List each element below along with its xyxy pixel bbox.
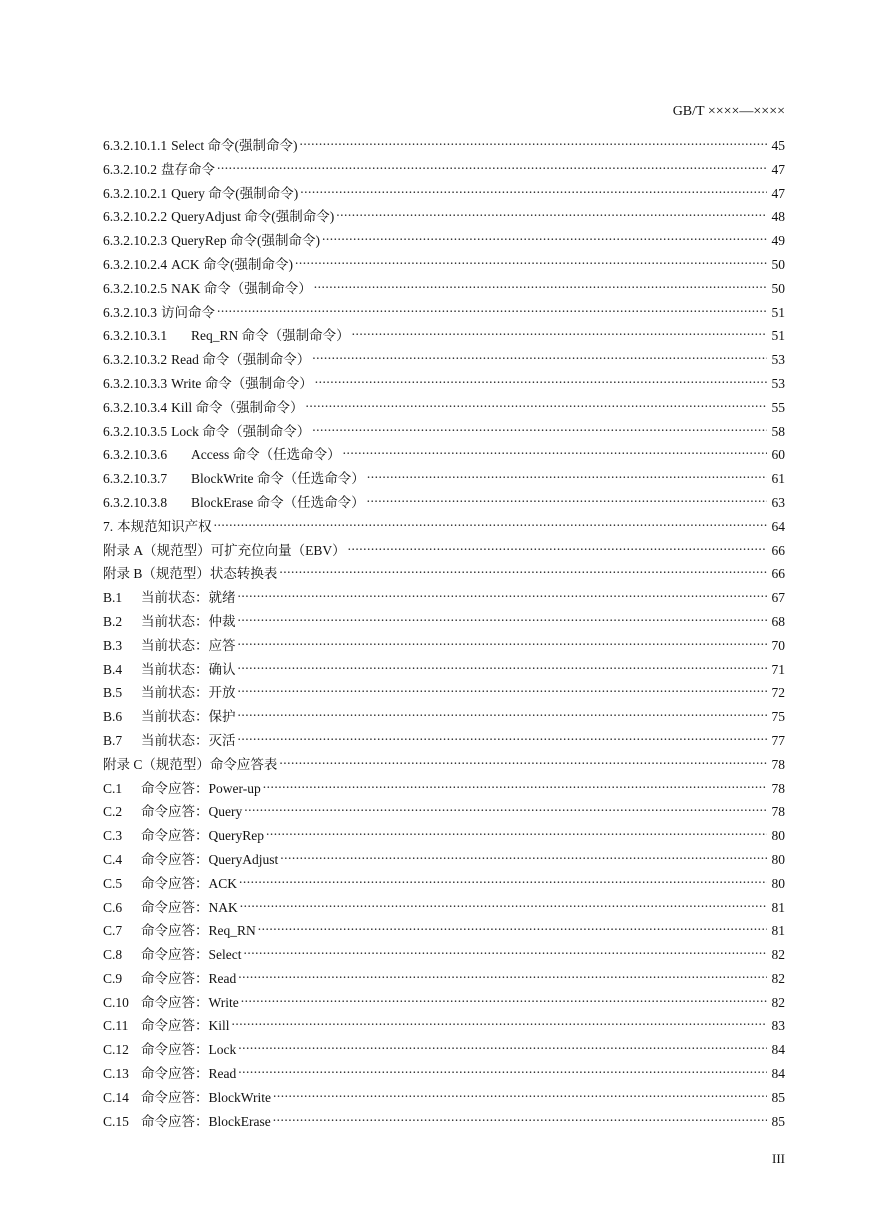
toc-entry[interactable] <box>103 441 785 465</box>
toc-entry-page: 64 <box>771 518 785 534</box>
toc-entry-title: 命令应答：Req_RN <box>141 923 256 939</box>
toc-entry-title: 命令应答：ACK <box>141 875 238 891</box>
toc-entry[interactable] <box>103 846 785 870</box>
toc-entry-page: 48 <box>771 209 785 225</box>
toc-entry-title: 命令应答：QueryAdjust <box>141 851 279 867</box>
toc-dot-leader <box>279 751 767 769</box>
toc-entry-number: B.5 <box>103 685 123 701</box>
toc-entry-number: C.1 <box>103 780 123 796</box>
toc-entry[interactable] <box>103 322 785 346</box>
toc-entry-number: C.8 <box>103 947 123 963</box>
toc-entry-title: Access 命令（任选命令） <box>191 447 341 463</box>
toc-entry-number: 6.3.2.10.3.8 <box>103 494 168 510</box>
toc-entry[interactable] <box>103 679 785 703</box>
toc-entry-number: C.13 <box>103 1066 129 1082</box>
toc-entry-number: C.3 <box>103 828 123 844</box>
toc-entry-title: 命令应答：QueryRep <box>141 828 264 844</box>
toc-entry-page: 47 <box>771 161 785 177</box>
toc-entry-title: 当前状态：确认 <box>141 661 236 677</box>
toc-entry[interactable] <box>103 227 785 251</box>
toc-entry[interactable] <box>103 656 785 680</box>
toc-entry[interactable] <box>103 465 785 489</box>
toc-dot-leader <box>312 346 767 364</box>
toc-dot-leader <box>232 1012 767 1030</box>
toc-entry-page: 80 <box>771 875 785 891</box>
toc-entry-page: 50 <box>771 280 785 296</box>
toc-entry-number: C.11 <box>103 1018 129 1034</box>
toc-entry-title: 命令应答：Power-up <box>141 780 261 796</box>
toc-dot-leader <box>238 679 768 697</box>
toc-entry[interactable] <box>103 299 785 323</box>
toc-entry-number: 6.3.2.10.2 <box>103 161 157 177</box>
toc-entry-number: 6.3.2.10.3 <box>103 304 157 320</box>
toc-entry-number: C.2 <box>103 804 123 820</box>
toc-entry-page: 84 <box>771 1066 785 1082</box>
toc-dot-leader <box>263 775 767 793</box>
toc-entry[interactable] <box>103 941 785 965</box>
toc-entry-title: 访问命令 <box>161 304 215 320</box>
toc-entry-number: C.14 <box>103 1089 129 1105</box>
toc-entry-page: 55 <box>771 399 785 415</box>
toc-entry-title: 盘存命令 <box>161 161 215 177</box>
toc-entry-title: 附录 B（规范型）状态转换表 <box>103 566 278 582</box>
toc-entry-page: 66 <box>771 566 785 582</box>
toc-dot-leader <box>241 989 767 1007</box>
toc-entry-page: 84 <box>771 1042 785 1058</box>
toc-dot-leader <box>238 584 768 602</box>
toc-entry[interactable] <box>103 775 785 799</box>
toc-entry-number: B.6 <box>103 709 123 725</box>
toc-entry-title: 当前状态：开放 <box>141 685 236 701</box>
toc-entry-title: Select 命令(强制命令) <box>171 138 298 153</box>
toc-dot-leader <box>258 917 767 935</box>
toc-entry-number: 6.3.2.10.2.1 <box>103 185 168 201</box>
toc-entry[interactable] <box>103 1036 785 1060</box>
toc-entry-title: 当前状态：就绪 <box>141 590 236 606</box>
toc-dot-leader <box>343 441 767 459</box>
toc-entry[interactable] <box>103 798 785 822</box>
toc-dot-leader <box>239 870 767 888</box>
toc-entry[interactable] <box>103 608 785 632</box>
page-number: III <box>772 1151 785 1166</box>
toc-dot-leader <box>348 537 767 555</box>
toc-entry[interactable] <box>103 1012 785 1036</box>
toc-entry-title: 命令应答：Read <box>141 970 237 986</box>
toc-entry-page: 82 <box>771 947 785 963</box>
toc-entry[interactable] <box>103 346 785 370</box>
toc-entry-title: BlockErase 命令（任选命令） <box>191 494 365 510</box>
toc-dot-leader <box>214 513 767 531</box>
toc-dot-leader <box>217 156 767 174</box>
toc-dot-leader <box>367 489 767 507</box>
toc-dot-leader <box>273 1084 767 1102</box>
toc-entry-title: 命令应答：BlockWrite <box>141 1089 271 1105</box>
toc-entry-title: 本规范知识产权 <box>117 518 212 534</box>
toc-entry-page: 83 <box>771 1018 785 1034</box>
toc-entry-title: 当前状态：应答 <box>141 637 236 653</box>
toc-dot-leader <box>266 822 767 840</box>
toc-entry-page: 75 <box>771 709 785 725</box>
toc-dot-leader <box>322 227 767 245</box>
toc-entry[interactable] <box>103 489 785 513</box>
toc-entry-number: B.2 <box>103 613 123 629</box>
toc-entry-page: 80 <box>771 851 785 867</box>
toc-entry[interactable] <box>103 394 785 418</box>
toc-entry[interactable] <box>103 822 785 846</box>
toc-dot-leader <box>312 418 767 436</box>
toc-entry-page: 85 <box>771 1113 785 1129</box>
toc-entry-page: 68 <box>771 613 785 629</box>
toc-entry-title: 命令应答：NAK <box>141 899 238 915</box>
toc-entry-page: 70 <box>771 637 785 653</box>
toc-entry-page: 85 <box>771 1089 785 1105</box>
toc-entry-number: B.4 <box>103 661 123 677</box>
toc-entry-title: Read 命令（强制命令） <box>171 352 311 368</box>
toc-entry[interactable] <box>103 965 785 989</box>
toc-entry-title: BlockWrite 命令（任选命令） <box>191 471 365 487</box>
toc-dot-leader <box>238 703 768 721</box>
toc-entry-page: 45 <box>771 138 785 153</box>
toc-entry[interactable] <box>103 203 785 227</box>
toc-entry-title: 当前状态：仲裁 <box>141 613 236 629</box>
toc-entry-title: 附录 C（规范型）命令应答表 <box>103 756 278 772</box>
toc-dot-leader <box>315 370 767 388</box>
toc-dot-leader <box>240 894 767 912</box>
toc-entry-number: C.12 <box>103 1042 129 1058</box>
toc-entry-title: 当前状态：灭活 <box>141 732 236 748</box>
toc-entry[interactable] <box>103 1108 785 1132</box>
toc-entry[interactable] <box>103 894 785 918</box>
toc-entry-title: 命令应答：Read <box>141 1066 237 1082</box>
toc-entry-number: C.5 <box>103 875 123 891</box>
toc-entry-number: C.9 <box>103 970 123 986</box>
toc-entry[interactable] <box>103 870 785 894</box>
toc-entry-page: 80 <box>771 828 785 844</box>
toc-entry[interactable] <box>103 584 785 608</box>
toc-entry-title: Query 命令(强制命令) <box>171 185 299 201</box>
toc-entry-title: Req_RN 命令（强制命令） <box>191 328 350 344</box>
toc-entry-page: 67 <box>771 590 785 606</box>
toc-entry-page: 81 <box>771 923 785 939</box>
toc-entry-page: 49 <box>771 233 785 249</box>
toc-entry-title: 附录 A（规范型）可扩充位向量（EBV） <box>103 542 346 558</box>
toc-entry-number: 6.3.2.10.1.1 <box>103 138 168 153</box>
toc-entry-page: 82 <box>771 994 785 1010</box>
toc-entry[interactable] <box>103 156 785 180</box>
toc-entry-page: 51 <box>771 328 785 344</box>
toc-entry[interactable] <box>103 251 785 275</box>
toc-entry[interactable] <box>103 132 785 156</box>
toc-entry-number: C.7 <box>103 923 123 939</box>
table-of-contents <box>103 132 785 1131</box>
toc-dot-leader <box>238 608 768 626</box>
toc-entry[interactable] <box>103 275 785 299</box>
toc-entry-number: 6.3.2.10.3.2 <box>103 352 168 368</box>
toc-entry-number: 7. <box>103 518 114 534</box>
toc-entry-page: 82 <box>771 970 785 986</box>
toc-entry-page: 58 <box>771 423 785 439</box>
toc-entry-number: 6.3.2.10.3.4 <box>103 399 168 415</box>
toc-entry-page: 63 <box>771 494 785 510</box>
toc-dot-leader <box>238 656 768 674</box>
toc-entry[interactable] <box>103 560 785 584</box>
toc-entry-page: 53 <box>771 375 785 391</box>
toc-dot-leader <box>336 203 767 221</box>
toc-dot-leader <box>352 322 767 340</box>
toc-dot-leader <box>244 798 767 816</box>
toc-entry-number: B.7 <box>103 732 123 748</box>
toc-entry[interactable] <box>103 180 785 204</box>
toc-entry[interactable] <box>103 1084 785 1108</box>
toc-entry-page: 78 <box>771 804 785 820</box>
toc-entry-page: 51 <box>771 304 785 320</box>
toc-dot-leader <box>238 727 768 745</box>
toc-dot-leader <box>306 394 767 412</box>
toc-dot-leader <box>244 941 768 959</box>
toc-entry-page: 47 <box>771 185 785 201</box>
toc-dot-leader <box>367 465 767 483</box>
toc-dot-leader <box>314 275 767 293</box>
toc-entry[interactable] <box>103 513 785 537</box>
toc-entry-number: 6.3.2.10.2.3 <box>103 233 168 249</box>
toc-entry-title: 命令应答：Kill <box>141 1018 230 1034</box>
toc-dot-leader <box>295 251 767 269</box>
toc-entry[interactable] <box>103 703 785 727</box>
toc-entry-page: 61 <box>771 471 785 487</box>
document-header-standard-id: GB/T ××××—×××× <box>672 104 785 119</box>
toc-entry[interactable] <box>103 537 785 561</box>
toc-entry[interactable] <box>103 370 785 394</box>
toc-entry-number: C.15 <box>103 1113 129 1129</box>
toc-entry-number: 6.3.2.10.3.3 <box>103 375 168 391</box>
toc-dot-leader <box>238 1036 767 1054</box>
toc-entry-title: 命令应答：Write <box>141 994 239 1010</box>
toc-entry-page: 60 <box>771 447 785 463</box>
toc-dot-leader <box>238 1060 767 1078</box>
toc-entry-number: C.10 <box>103 994 129 1010</box>
toc-entry-title: QueryRep 命令(强制命令) <box>171 233 320 249</box>
toc-entry-title: 当前状态：保护 <box>141 709 236 725</box>
toc-entry-title: 命令应答：Lock <box>141 1042 237 1058</box>
toc-entry-title: 命令应答：BlockErase <box>141 1113 271 1129</box>
toc-entry[interactable] <box>103 751 785 775</box>
toc-entry-title: Lock 命令（强制命令） <box>171 423 311 439</box>
toc-entry-number: 6.3.2.10.3.5 <box>103 423 168 439</box>
toc-dot-leader <box>300 180 767 198</box>
toc-entry-title: ACK 命令(强制命令) <box>171 256 293 272</box>
toc-entry-page: 77 <box>771 732 785 748</box>
toc-entry-page: 53 <box>771 352 785 368</box>
toc-entry-title: Kill 命令（强制命令） <box>171 399 304 415</box>
toc-entry-title: NAK 命令（强制命令） <box>171 280 312 296</box>
toc-entry-title: QueryAdjust 命令(强制命令) <box>171 209 335 225</box>
toc-entry-page: 72 <box>771 685 785 701</box>
toc-entry-number: C.6 <box>103 899 123 915</box>
toc-entry-number: 6.3.2.10.3.7 <box>103 471 168 487</box>
toc-entry-number: 6.3.2.10.2.2 <box>103 209 168 225</box>
toc-entry-number: C.4 <box>103 851 123 867</box>
toc-entry-page: 78 <box>771 756 785 772</box>
toc-dot-leader <box>280 846 767 864</box>
toc-dot-leader <box>299 132 767 150</box>
toc-entry-number: 6.3.2.10.2.5 <box>103 280 168 296</box>
toc-entry[interactable] <box>103 727 785 751</box>
toc-entry-title: Write 命令（强制命令） <box>171 375 313 391</box>
toc-entry[interactable] <box>103 989 785 1013</box>
toc-dot-leader <box>238 965 767 983</box>
toc-dot-leader <box>273 1108 767 1126</box>
toc-entry[interactable] <box>103 418 785 442</box>
toc-entry-number: B.3 <box>103 637 123 653</box>
toc-entry[interactable] <box>103 1060 785 1084</box>
toc-entry-number: 6.3.2.10.2.4 <box>103 256 168 272</box>
toc-entry-page: 66 <box>771 542 785 558</box>
toc-entry-number: 6.3.2.10.3.6 <box>103 447 168 463</box>
toc-entry-title: 命令应答：Query <box>141 804 243 820</box>
toc-entry-number: 6.3.2.10.3.1 <box>103 328 168 344</box>
toc-entry-page: 78 <box>771 780 785 796</box>
toc-dot-leader <box>279 560 767 578</box>
toc-entry-page: 81 <box>771 899 785 915</box>
toc-entry-page: 50 <box>771 256 785 272</box>
toc-entry-page: 71 <box>771 661 785 677</box>
toc-entry[interactable] <box>103 632 785 656</box>
toc-dot-leader <box>238 632 768 650</box>
toc-entry-number: B.1 <box>103 590 123 606</box>
toc-dot-leader <box>217 299 767 317</box>
toc-entry[interactable] <box>103 917 785 941</box>
toc-entry-title: 命令应答：Select <box>141 947 242 963</box>
